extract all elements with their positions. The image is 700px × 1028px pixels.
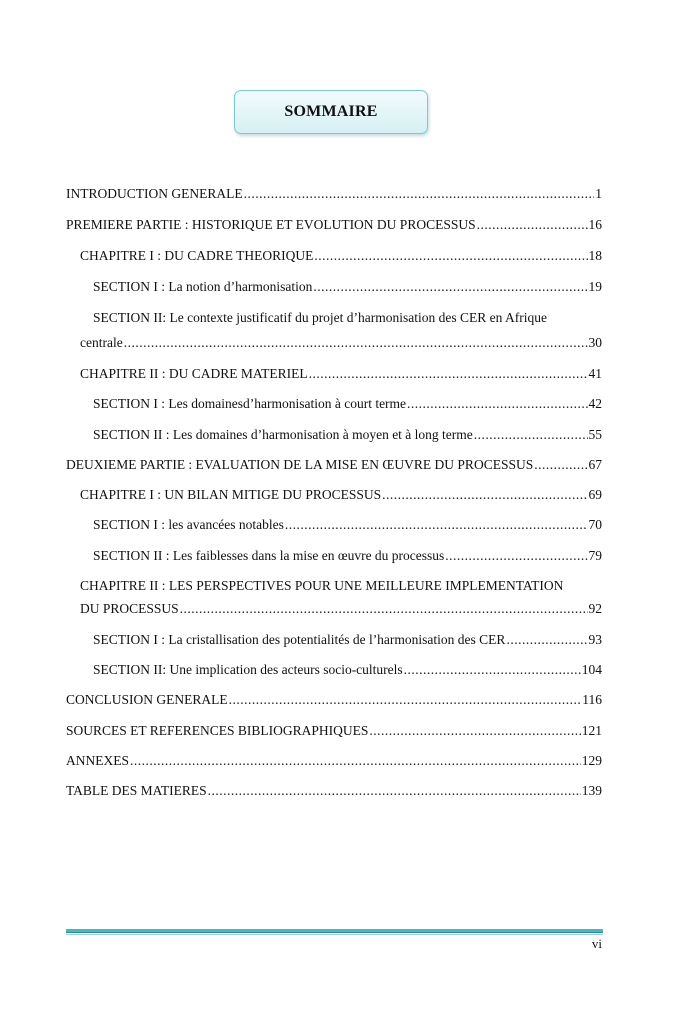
toc-leader [313,279,587,295]
toc-entry[interactable] [93,427,602,443]
toc-leader [180,601,588,617]
toc-entry[interactable] [80,601,602,617]
toc-entry-text: SECTION II : Les faiblesses dans la mise en œuvre du processus [93,548,445,563]
toc-entry-text: CONCLUSION GENERALE [66,692,228,707]
toc-entry-page: 55 [588,427,602,442]
toc-entry[interactable] [66,753,602,769]
toc-entry-text-line1[interactable]: CHAPITRE II : LES PERSPECTIVES POUR UNE MEILLEURE IMPLEMENTATION [80,578,564,593]
toc-entry-text: centrale [80,335,123,350]
toc-entry[interactable] [93,279,602,295]
toc-leader [309,366,588,382]
toc-leader [130,753,581,769]
page-number: vi [591,936,602,951]
toc-entry-text-line1[interactable]: SECTION II: Le contexte justificatif du projet d’harmonisation des CER en Afrique [93,310,548,325]
toc-leader [445,548,587,564]
toc-entry-page: 69 [588,487,602,502]
toc-entry[interactable] [93,396,602,412]
toc-leader [314,248,587,264]
toc-entry-page: 116 [582,692,602,707]
toc-entry[interactable] [80,366,602,382]
toc-entry-text: SECTION II: Une implication des acteurs socio-culturels [93,662,403,677]
page-title: SOMMAIRE [284,103,378,120]
toc-leader [407,396,587,412]
toc-entry-page: 30 [588,335,602,350]
toc-entry-text: INTRODUCTION GENERALE [66,186,243,201]
toc-entry[interactable] [66,217,602,233]
toc-entry-text: DEUXIEME PARTIE : EVALUATION DE LA MISE EN ŒUVRE DU PROCESSUS [66,457,534,472]
toc-entry-text: TABLE DES MATIERES [66,783,207,798]
toc-leader [506,632,587,648]
toc-entry[interactable] [66,457,602,473]
toc-entry-text: ANNEXES [66,753,129,768]
toc-entry[interactable] [66,692,602,708]
toc-entry-text: DU PROCESSUS [80,601,179,616]
toc-leader [229,692,582,708]
toc-entry-text: SECTION I : Les domainesd’harmonisation à court terme [93,396,407,411]
toc-entry-page: 42 [588,396,602,411]
toc-leader [534,457,587,473]
toc-entry[interactable] [80,248,602,264]
toc-entry-text: CHAPITRE II : DU CADRE MATERIEL [80,366,308,381]
toc-entry-page: 18 [588,248,602,263]
footer-divider-thin [66,934,603,935]
toc-entry-page: 92 [588,601,602,616]
toc-leader [285,517,588,533]
toc-entry-text: CHAPITRE I : UN BILAN MITIGE DU PROCESSUS [80,487,382,502]
toc-entry-text: SECTION II : Les domaines d’harmonisation à moyen et à long terme [93,427,473,442]
toc-entry-page: 93 [588,632,602,647]
toc-entry[interactable] [66,783,602,799]
toc-leader [477,217,588,233]
toc-entry-text: SECTION I : La notion d’harmonisation [93,279,313,294]
toc-entry-text: PREMIERE PARTIE : HISTORIQUE ET EVOLUTION DU PROCESSUS [66,217,476,232]
footer-divider [66,929,603,933]
toc-entry[interactable] [93,662,602,678]
toc-entry-page: 139 [581,783,602,798]
toc-leader [474,427,588,443]
toc-entry[interactable] [66,186,602,202]
toc-entry-page: 129 [581,753,602,768]
toc-leader [244,186,595,202]
toc-entry[interactable] [80,487,602,503]
toc-entry[interactable] [80,335,602,351]
toc-entry-page: 121 [581,723,602,738]
toc-leader [404,662,581,678]
toc-entry-page: 19 [588,279,602,294]
toc-entry-text: SECTION I : La cristallisation des potentialités de l’harmonisation des CER [93,632,506,647]
toc-entry-text: SECTION I : les avancées notables [93,517,284,532]
toc-leader [124,335,588,351]
toc-entry[interactable] [93,548,602,564]
toc-entry[interactable] [93,632,602,648]
toc-leader [369,723,580,739]
toc-entry-text: SOURCES ET REFERENCES BIBLIOGRAPHIQUES [66,723,369,738]
toc-entry-page: 79 [588,548,602,563]
toc-entry[interactable] [66,723,602,739]
toc-entry-page: 16 [588,217,602,232]
toc-entry[interactable] [93,517,602,533]
toc-entry-page: 70 [588,517,602,532]
toc-entry-page: 104 [581,662,602,677]
title-box [234,90,428,134]
toc-leader [208,783,581,799]
toc-entry-page: 41 [588,366,602,381]
toc-leader [382,487,587,503]
toc-entry-page: 67 [588,457,602,472]
toc-entry-page: 1 [595,186,602,201]
toc-entry-text: CHAPITRE I : DU CADRE THEORIQUE [80,248,314,263]
